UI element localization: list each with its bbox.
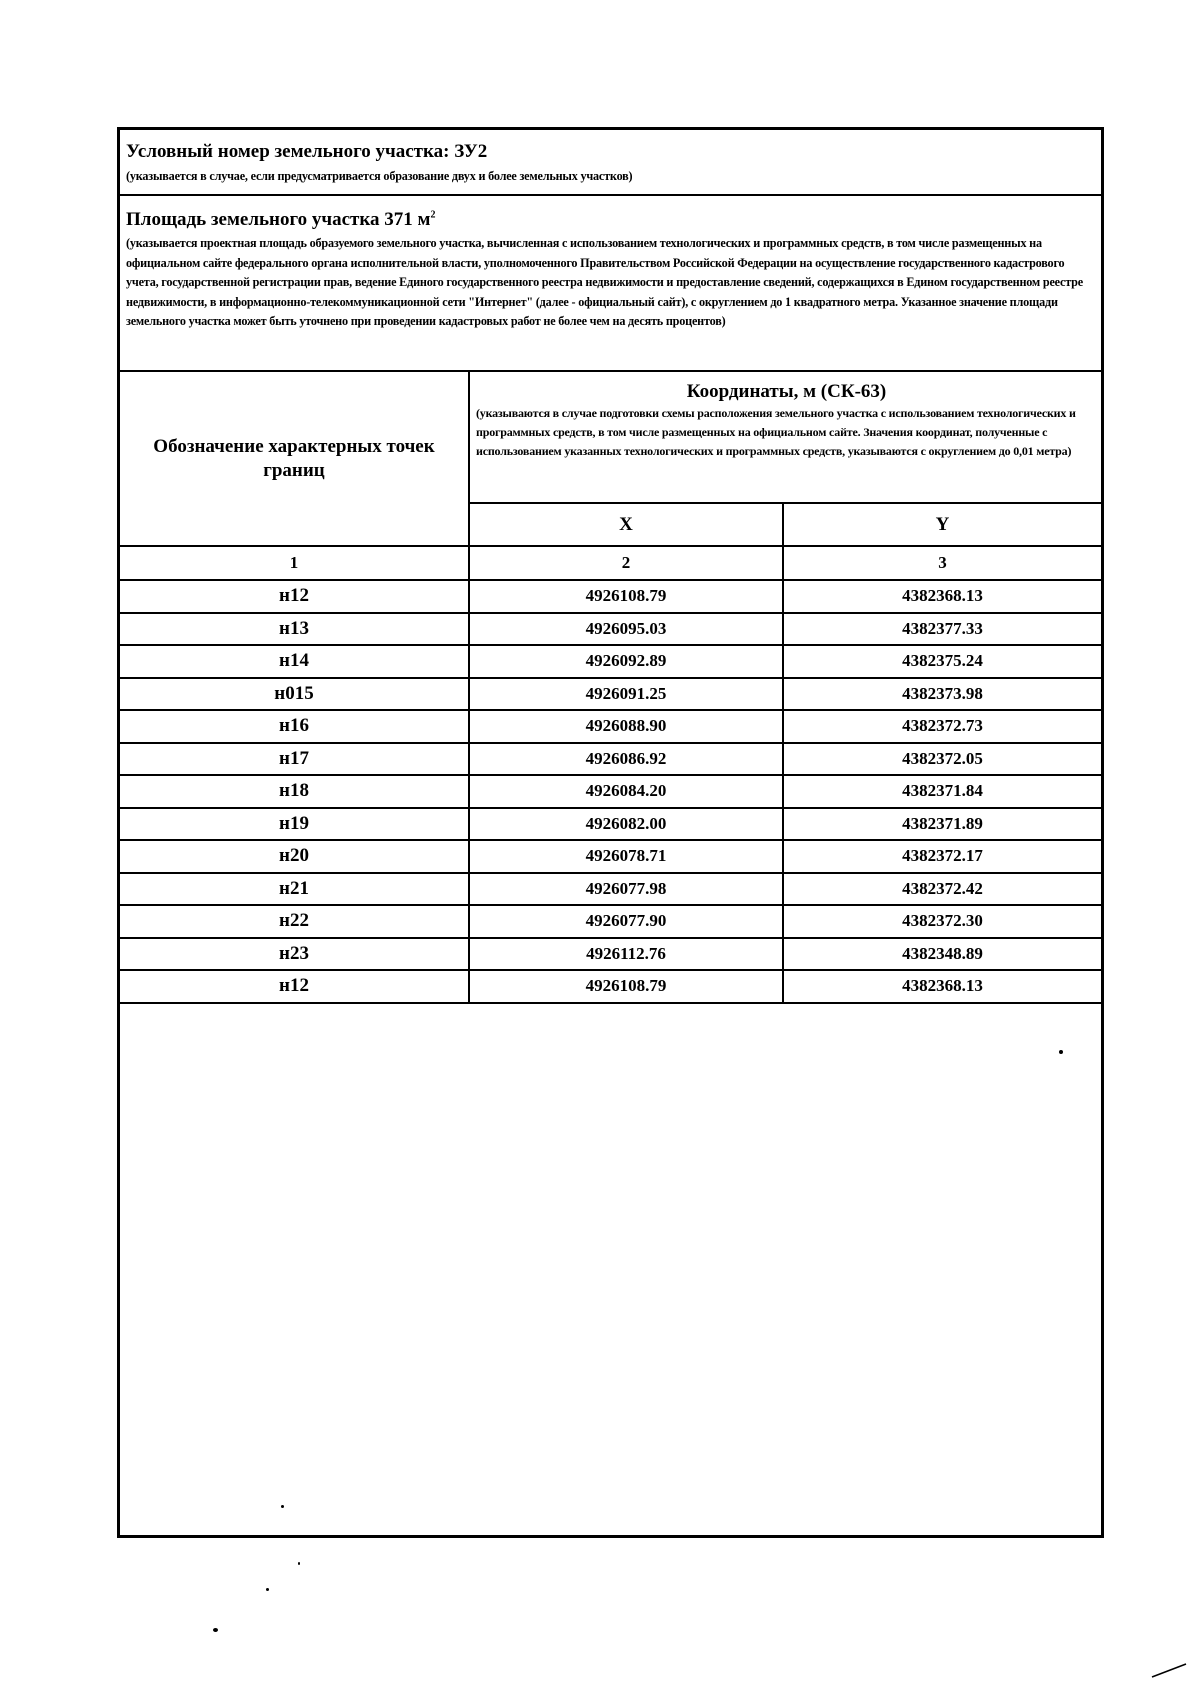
x-value: 4926077.90	[469, 905, 783, 938]
y-column-header: Y	[783, 503, 1101, 546]
x-value: 4926078.71	[469, 840, 783, 873]
coordinates-note: (указываются в случае подготовки схемы расположения земельного участка с использованием технологических и программных средств, в том числе размещенных на официальном сайте. Значения координат, полученные с использованием указанных технологических и программных средств, указываются с округлением до 0,01 метра)	[476, 406, 1076, 458]
column-number: 1	[120, 546, 469, 580]
y-value: 4382377.33	[783, 613, 1101, 646]
points-column-header: Обозначение характерных точек границ	[120, 372, 469, 546]
x-value: 4926108.79	[469, 970, 783, 1003]
scan-speck	[213, 1628, 218, 1632]
y-value: 4382368.13	[783, 580, 1101, 613]
y-value: 4382372.17	[783, 840, 1101, 873]
coordinates-table-wrap	[120, 372, 1101, 1004]
table-row	[120, 808, 1101, 841]
y-value: 4382373.98	[783, 678, 1101, 711]
parcel-area-section	[120, 196, 1101, 372]
scan-speck	[266, 1588, 269, 1591]
parcel-area-title	[126, 208, 1093, 232]
table-row	[120, 743, 1101, 776]
x-value: 4926112.76	[469, 938, 783, 971]
x-value: 4926088.90	[469, 710, 783, 743]
point-name: н19	[120, 808, 469, 841]
scan-scratch	[1150, 1660, 1190, 1680]
point-name: н16	[120, 710, 469, 743]
column-number: 3	[783, 546, 1101, 580]
table-row	[120, 710, 1101, 743]
parcel-number-section	[120, 130, 1101, 196]
point-name: н21	[120, 873, 469, 906]
coordinates-title: Координаты, м (СК-63)	[686, 381, 887, 402]
point-name: н18	[120, 775, 469, 808]
x-value: 4926092.89	[469, 645, 783, 678]
document-frame	[117, 127, 1104, 1538]
table-row	[120, 645, 1101, 678]
x-column-header: X	[469, 503, 783, 546]
x-value: 4926086.92	[469, 743, 783, 776]
point-name: н17	[120, 743, 469, 776]
table-row	[120, 840, 1101, 873]
table-row	[120, 873, 1101, 906]
table-row	[120, 678, 1101, 711]
y-value: 4382372.05	[783, 743, 1101, 776]
table-row	[120, 580, 1101, 613]
table-row	[120, 905, 1101, 938]
point-name: н20	[120, 840, 469, 873]
x-value: 4926091.25	[469, 678, 783, 711]
y-value: 4382368.13	[783, 970, 1101, 1003]
y-value: 4382372.73	[783, 710, 1101, 743]
scan-speck	[281, 1505, 284, 1508]
x-value: 4926108.79	[469, 580, 783, 613]
x-value: 4926084.20	[469, 775, 783, 808]
table-row	[120, 970, 1101, 1003]
point-name: н12	[120, 580, 469, 613]
table-row	[120, 938, 1101, 971]
coordinates-table	[120, 372, 1101, 1004]
point-name: н22	[120, 905, 469, 938]
y-value: 4382371.84	[783, 775, 1101, 808]
x-value: 4926095.03	[469, 613, 783, 646]
parcel-number-title: Условный номер земельного участка: ЗУ2	[126, 141, 488, 162]
point-name: н23	[120, 938, 469, 971]
table-row	[120, 775, 1101, 808]
table-row	[120, 613, 1101, 646]
y-value: 4382348.89	[783, 938, 1101, 971]
parcel-area-note: (указывается проектная площадь образуемого земельного участка, вычисленная с использованием технологических и программных средств, в том числе размещенных на официальном сайте федерального органа исполнительной власти, уполномоченного Правительством Российской Федерации на осуществление государственного кадастрового учета, государственной регистрации прав, ведение Единого государственного реестра недвижимости и предоставление сведений, содержащихся в Едином государственном реестре недвижимости, в информационно-телекоммуникационной сети "Интернет" (далее - официальный сайт), с округлением до 1 квадратного метра. Указанное значение площади земельного участка может быть уточнено при проведении кадастровых работ не более чем на десять процентов)	[126, 236, 1083, 328]
y-value: 4382372.30	[783, 905, 1101, 938]
scan-speck	[1059, 1050, 1063, 1054]
point-name: н14	[120, 645, 469, 678]
column-numbers-row	[120, 546, 1101, 580]
y-value: 4382371.89	[783, 808, 1101, 841]
x-value: 4926082.00	[469, 808, 783, 841]
y-value: 4382375.24	[783, 645, 1101, 678]
parcel-area-title-text: Площадь земельного участка 371 м	[126, 209, 431, 230]
point-name: н13	[120, 613, 469, 646]
coordinates-header	[469, 372, 1101, 503]
area-unit-superscript: 2	[430, 209, 436, 221]
parcel-number-note: (указывается в случае, если предусматривается образование двух и более земельных участков)	[126, 169, 633, 183]
y-value: 4382372.42	[783, 873, 1101, 906]
point-name: н12	[120, 970, 469, 1003]
x-value: 4926077.98	[469, 873, 783, 906]
column-number: 2	[469, 546, 783, 580]
scan-speck	[298, 1562, 300, 1565]
point-name: н015	[120, 678, 469, 711]
